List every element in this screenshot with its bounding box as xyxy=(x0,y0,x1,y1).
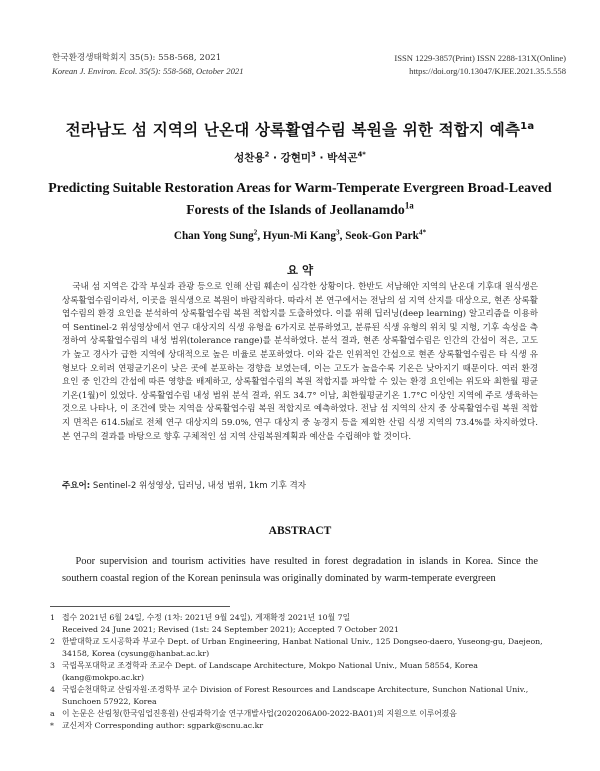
title-en-sup: 1a xyxy=(404,200,414,211)
abstract-ko-heading: 요 약 xyxy=(286,263,314,277)
footnote-number: 1 xyxy=(50,613,55,622)
footnote-number: 3 xyxy=(50,661,55,670)
author-en: Hyun-Mi Kang xyxy=(262,230,336,242)
footnote-line: 접수 2021년 6월 24일, 수정 (1차: 2021년 9월 24일), 게재확정 2021년 10월 7일 xyxy=(62,613,351,622)
title-ko-sup: 1a xyxy=(520,120,535,132)
doi-link[interactable]: https://doi.org/10.13047/KJEE.2021.35.5.558 xyxy=(409,66,566,76)
footnote xyxy=(50,684,555,708)
paper-title-ko xyxy=(0,118,600,140)
author-en: Seok-Gon Park xyxy=(345,230,419,242)
author-sup: 4* xyxy=(418,228,427,237)
footnote-number: 2 xyxy=(50,637,55,646)
footnote-line: 이 논문은 산림청(한국임업진흥원) 산림과학기술 연구개발사업(2020206A00-2022-BA01)의 지원으로 이루어졌음 xyxy=(62,709,457,718)
paper-title-en xyxy=(40,177,560,221)
author-ko: 강현미 xyxy=(280,152,312,164)
footnote-number: * xyxy=(50,721,54,730)
footnote xyxy=(50,612,555,636)
abstract-en-heading: ABSTRACT xyxy=(268,525,332,537)
author-sup: 4* xyxy=(357,150,366,159)
issn: ISSN 1229-3857(Print) ISSN 2288-131X(Online) xyxy=(394,53,566,63)
keywords-text: Sentinel-2 위성영상, 딥러닝, 내성 범위, 1km 기후 격자 xyxy=(92,481,307,491)
footnote xyxy=(50,708,555,720)
author-sup: 2 xyxy=(253,228,258,237)
authors-ko: 성찬용$^2$ · 강현미$^3$ · 박석곤$^{4*}$ xyxy=(234,150,366,164)
footnotes xyxy=(50,612,555,732)
journal-citation-ko: 한국환경생태학회지 35(5): 558-568, 2021 xyxy=(52,53,222,63)
footnote-line: 한밭대학교 도시공학과 부교수 Dept. of Urban Engineering, Hanbat National Univ., 125 Dongseo-daero, Yuseong-gu, Daejeon, 34158, Korea (cysung@hanbat.ac.kr) xyxy=(62,637,543,658)
author-ko: 박석곤 xyxy=(327,152,358,164)
abstract-en-body: Poor supervision and tourism activities have resulted in forest degradation in islands in Korea. Since the southern coastal region of the Korean peninsula was originally dominated by warm-temperate evergreen xyxy=(62,556,538,584)
author-sup: 3 xyxy=(311,150,316,159)
author-sup: 3 xyxy=(335,228,340,237)
footnote-divider xyxy=(50,606,230,607)
title-ko-text: 전라남도 섬 지역의 난온대 상록활엽수림 복원을 위한 적합지 예측 xyxy=(65,121,521,139)
journal-header-left xyxy=(52,52,244,78)
abstract-ko-body: 국내 섬 지역은 갑작 부실과 관광 등으로 인해 산림 훼손이 심각한 상황이다. 한반도 서남해안 지역의 난온대 기후대 원식생은 상록활엽수림이라서, 이곳을 원식생으로 복원이 바람직하다. 따라서 본 연구에서는 전남의 섬 지역 산지를 대상으로, 현존 상록활엽수림의 환경 요인을 분석하여 상록활엽수림 복원 적합지를 도출하였다. 이를 위해 딥러닝(deep learning) 알고리즘을 이용하여 Sentinel-2 위성영상에서 연구 대상지의 식생 유형을 6가지로 분류하였고, 분류된 식생 유형의 위치 및 지형, 기후 속성을 측정하여 상록활엽수림의 내성 범위(tolerance range)를 분석하였다. 분석 결과, 현존 상록활엽수림은 인간의 간섭이 적은, 고도가 높고 경사가 급한 지역에 상대적으로 높은 비율로 분포하였다. 이와 같은 인위적인 간섭으로 현존 상록활엽수림은 타 식생 유형보다 오히려 연평균기온이 낮은 곳에 분포하는 경향을 보였는데, 이는 고도가 높을수록 기온은 낮아지기 때문이다. 여러 환경 요인 중 인간의 간섭에 따른 영향을 배제하고, 상록활엽수림의 복원 적합지를 파악할 수 있는 환경 요인에는 위도와 최한월 평균기온(1월)이 있었다. 상록활엽수림 내성 범위 분석 결과, 위도 34.7° 이남, 최한월평균기온 1.7°C 이상인 지역에 주로 생육하는 것으로 나타나, 이 조건에 맞는 지역을 상록활엽수림 복원 적합지로 예측하였다. 전남 섬 지역의 산지 중 상록활엽수림 복원 적합지 면적은 614.5㎢로 전체 연구 대상지의 59.0%, 연구 대상지 중 농경지 등을 제외한 산림 식생 지역의 73.4%를 차지하였다. 본 연구의 결과를 바탕으로 향후 구체적인 섬 지역 산림복원계획과 예산을 수립해야 할 것이다. xyxy=(62,282,538,442)
footnote-line: 교신저자 Corresponding author: sgpark@scnu.ac.kr xyxy=(62,721,264,730)
footnote-line: 국립순천대학교 산림자원·조경학부 교수 Division of Forest Resources and Landscape Architecture, Sunchon National Univ., Sunchoen 57922, Korea xyxy=(62,685,529,706)
author-sup: 2 xyxy=(264,150,270,159)
footnote xyxy=(50,720,555,732)
footnote-number: 4 xyxy=(50,685,55,694)
footnote-number: a xyxy=(50,709,55,718)
authors-en: Chan Yong Sung$^2$, Hyun-Mi Kang$^3$, Seok-Gon Park$^{4*}$ xyxy=(173,228,427,242)
author-en: Chan Yong Sung xyxy=(173,230,254,242)
journal-header-right xyxy=(394,52,566,78)
footnote-line: 국립목포대학교 조경학과 조교수 Dept. of Landscape Architecture, Mokpo National Univ., Muan 58554, Korea (kang@mokpo.ac.kr) xyxy=(62,661,478,682)
title-en-text: Predicting Suitable Restoration Areas for Warm-Temperate Evergreen Broad-Leaved Forests of the Islands of Jeollanamdo xyxy=(48,180,552,217)
footnote xyxy=(50,636,555,660)
journal-citation-en: Korean J. Environ. Ecol. 35(5): 558-568, October 2021 xyxy=(52,66,244,76)
footnote-line: Received 24 June 2021; Revised (1st: 24 September 2021); Accepted 7 October 2021 xyxy=(62,625,399,634)
keywords xyxy=(62,479,538,491)
footnote xyxy=(50,660,555,684)
keywords-label: 주요어: xyxy=(62,481,91,491)
author-ko: 성찬용 xyxy=(234,152,265,164)
